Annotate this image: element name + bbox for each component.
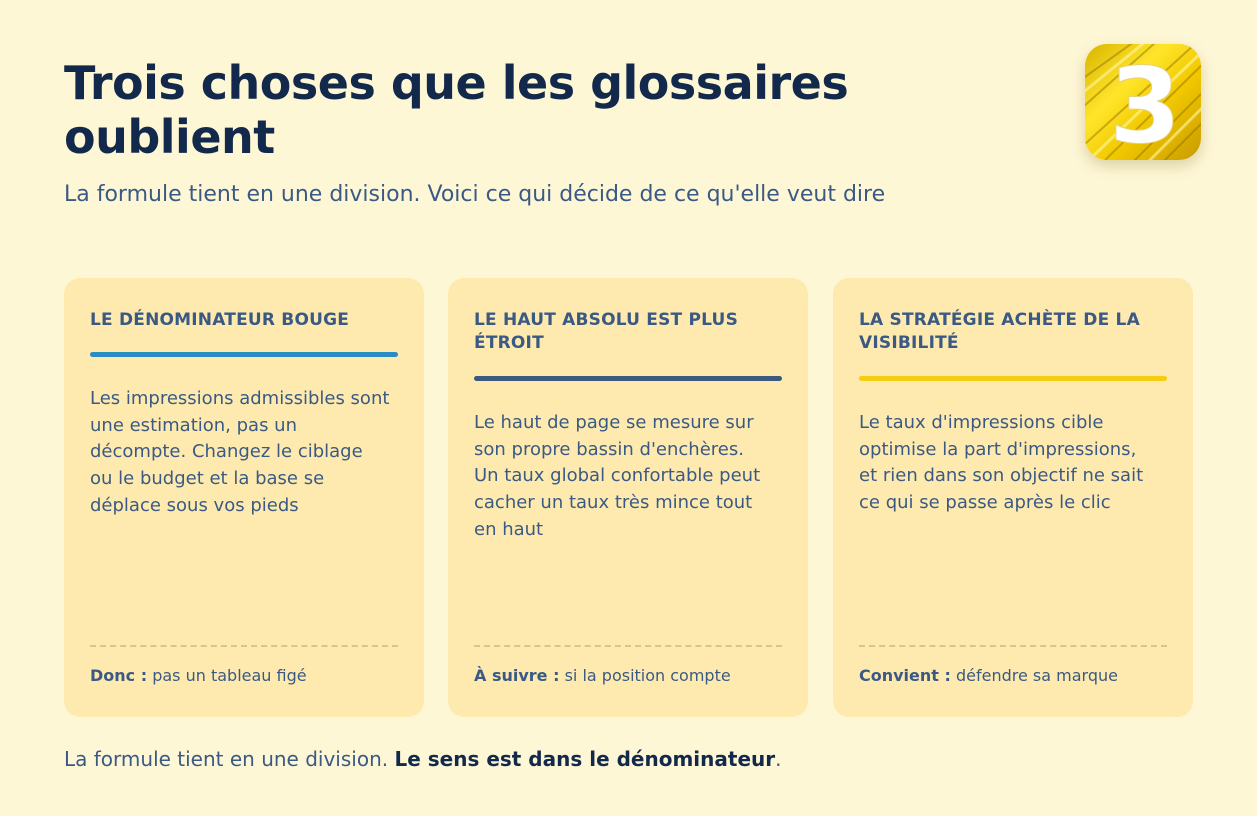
badge-number: 3 — [1108, 45, 1182, 160]
card-body: Le haut de page se mesure sur son propre bassin d'enchères. Un taux global confortable peut cacher un taux très mince tout en haut — [474, 412, 761, 540]
card-footer — [859, 665, 1169, 687]
card-divider — [90, 645, 398, 647]
card-footer — [90, 665, 400, 687]
card-top-absolute — [448, 278, 808, 717]
card-footer-value: pas un tableau figé — [147, 666, 307, 685]
card-accent-rule — [90, 352, 398, 357]
card-divider — [474, 645, 782, 647]
closing-statement-end: . — [775, 747, 782, 771]
cards-row — [64, 278, 1193, 717]
card-body: Le taux d'impressions cible optimise la part d'impressions, et rien dans son objectif ne sait ce qui se passe après le clic — [859, 412, 1144, 514]
card-accent-rule — [859, 376, 1167, 381]
page-title: Trois choses que les glossaires oublient — [64, 56, 849, 164]
card-title: LE HAUT ABSOLU EST PLUS ÉTROIT — [474, 310, 739, 353]
closing-statement — [64, 745, 781, 773]
closing-statement-emphasis: Le sens est dans le dénominateur — [394, 747, 776, 771]
closing-statement-plain: La formule tient en une division. — [64, 747, 395, 771]
page-subtitle: La formule tient en une division. Voici ce qui décide de ce qu'elle veut dire — [64, 182, 886, 207]
card-accent-rule — [474, 376, 782, 381]
card-footer-key: Convient : — [859, 666, 951, 685]
card-footer — [474, 665, 784, 687]
card-body: Les impressions admissibles sont une estimation, pas un décompte. Changez le ciblage ou le budget et la base se déplace sous vos pieds — [90, 388, 390, 516]
card-title: LA STRATÉGIE ACHÈTE DE LA VISIBILITÉ — [859, 310, 1140, 353]
number-3-badge-icon — [1085, 44, 1201, 160]
card-footer-key: À suivre : — [474, 666, 560, 685]
card-title: LE DÉNOMINATEUR BOUGE — [90, 310, 350, 330]
card-divider — [859, 645, 1167, 647]
card-footer-key: Donc : — [90, 666, 148, 685]
card-denominator — [64, 278, 424, 717]
card-footer-value: défendre sa marque — [950, 666, 1118, 685]
card-strategy — [833, 278, 1193, 717]
card-footer-value: si la position compte — [559, 666, 731, 685]
